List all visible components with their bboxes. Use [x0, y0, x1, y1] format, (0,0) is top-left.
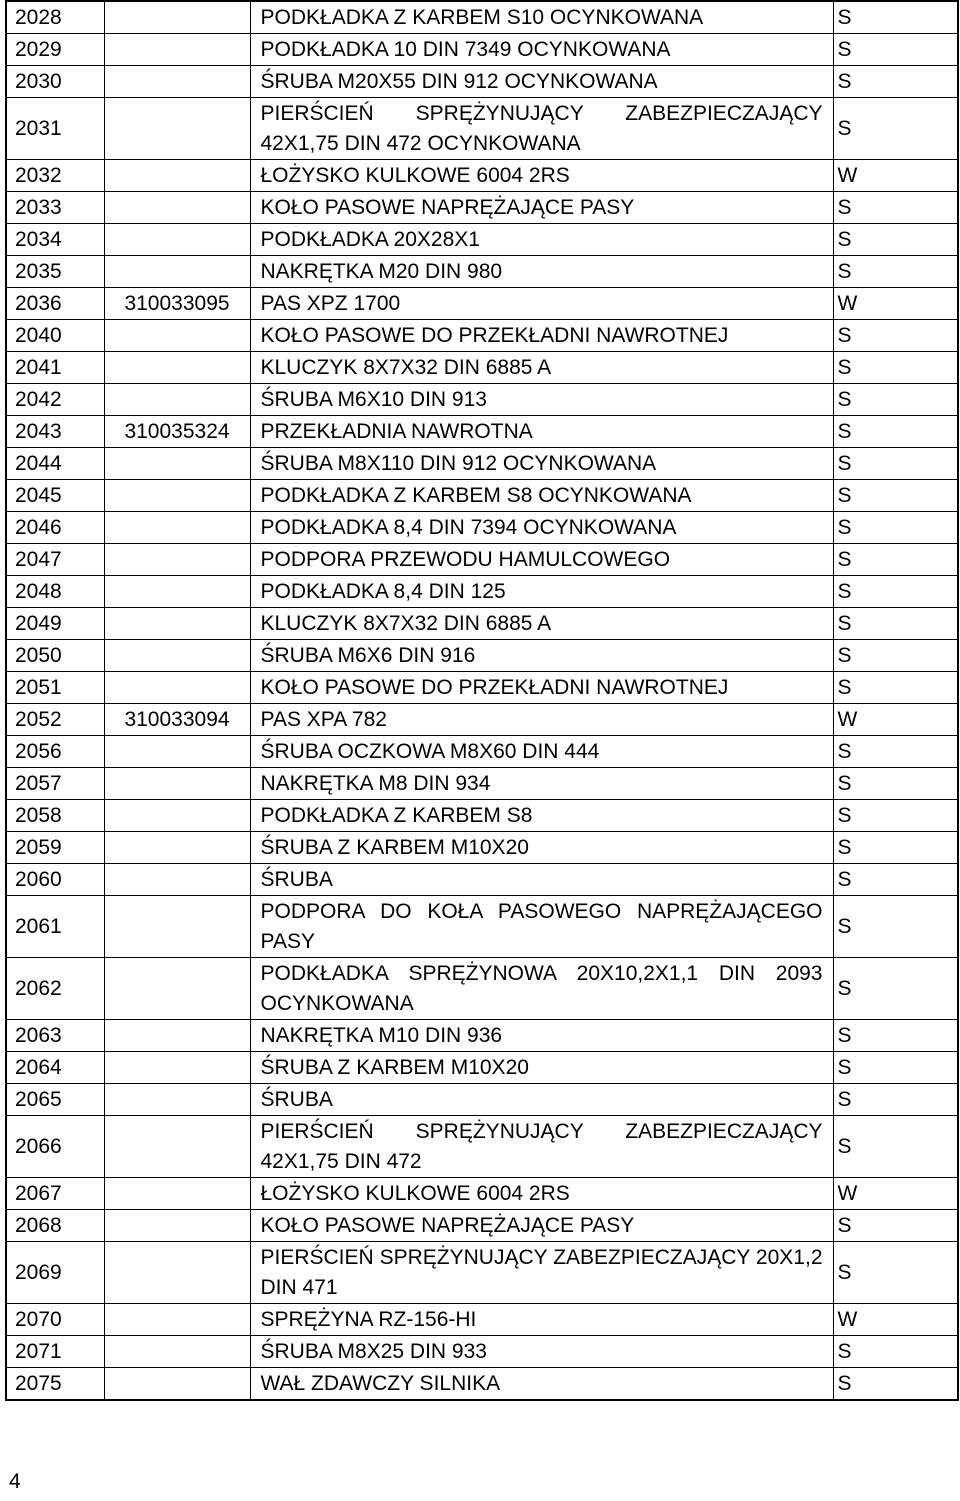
- table-row: [6, 768, 958, 800]
- part-type-cell: S: [833, 352, 958, 384]
- part-type-cell: S: [833, 1052, 958, 1084]
- parts-table: [5, 0, 959, 1401]
- catalog-number-cell: [104, 544, 250, 576]
- part-name-cell: ŁOŻYSKO KULKOWE 6004 2RS: [250, 160, 833, 192]
- part-type-cell: S: [833, 256, 958, 288]
- part-type-cell: S: [833, 512, 958, 544]
- part-number-cell: 2060: [6, 864, 104, 896]
- table-row: [6, 448, 958, 480]
- table-row: [6, 160, 958, 192]
- catalog-number-cell: [104, 958, 250, 1020]
- part-number-cell: 2070: [6, 1304, 104, 1336]
- part-number-cell: 2041: [6, 352, 104, 384]
- part-number-cell: 2030: [6, 66, 104, 98]
- part-name-cell: KOŁO PASOWE NAPRĘŻAJĄCE PASY: [250, 192, 833, 224]
- part-number-cell: 2028: [6, 1, 104, 34]
- catalog-number-cell: [104, 1178, 250, 1210]
- part-number-cell: 2068: [6, 1210, 104, 1242]
- table-row: [6, 1, 958, 34]
- part-type-cell: S: [833, 544, 958, 576]
- table-row: [6, 480, 958, 512]
- catalog-number-cell: [104, 896, 250, 958]
- table-row: [6, 352, 958, 384]
- part-name-cell: PODKŁADKA 20X28X1: [250, 224, 833, 256]
- catalog-number-cell: [104, 640, 250, 672]
- part-number-cell: 2036: [6, 288, 104, 320]
- part-type-cell: S: [833, 640, 958, 672]
- table-row: [6, 576, 958, 608]
- part-name-cell: ŚRUBA Z KARBEM M10X20: [250, 1052, 833, 1084]
- table-row: [6, 512, 958, 544]
- part-type-cell: S: [833, 608, 958, 640]
- table-row: [6, 1178, 958, 1210]
- part-type-cell: W: [833, 704, 958, 736]
- part-number-cell: 2034: [6, 224, 104, 256]
- part-name-cell: PODKŁADKA SPRĘŻYNOWA 20X10,2X1,1 DIN 2093 OCYNKOWANA: [250, 958, 833, 1020]
- catalog-number-cell: [104, 352, 250, 384]
- catalog-number-cell: [104, 800, 250, 832]
- part-name-cell: KOŁO PASOWE NAPRĘŻAJĄCE PASY: [250, 1210, 833, 1242]
- table-row: [6, 736, 958, 768]
- part-name-cell: ŚRUBA: [250, 1084, 833, 1116]
- part-name-cell: ŚRUBA M6X6 DIN 916: [250, 640, 833, 672]
- part-type-cell: S: [833, 1336, 958, 1368]
- table-row: [6, 640, 958, 672]
- part-number-cell: 2063: [6, 1020, 104, 1052]
- part-number-cell: 2029: [6, 34, 104, 66]
- part-number-cell: 2066: [6, 1116, 104, 1178]
- part-type-cell: S: [833, 384, 958, 416]
- catalog-number-cell: [104, 224, 250, 256]
- part-name-cell: NAKRĘTKA M20 DIN 980: [250, 256, 833, 288]
- part-number-cell: 2043: [6, 416, 104, 448]
- part-type-cell: S: [833, 736, 958, 768]
- part-type-cell: S: [833, 66, 958, 98]
- catalog-number-cell: [104, 1368, 250, 1401]
- catalog-number-cell: 310033095: [104, 288, 250, 320]
- table-row: [6, 704, 958, 736]
- part-type-cell: S: [833, 1210, 958, 1242]
- table-row: [6, 832, 958, 864]
- table-row: [6, 1336, 958, 1368]
- table-row: [6, 1304, 958, 1336]
- catalog-number-cell: [104, 1336, 250, 1368]
- part-number-cell: 2047: [6, 544, 104, 576]
- catalog-number-cell: [104, 576, 250, 608]
- catalog-number-cell: [104, 480, 250, 512]
- part-type-cell: S: [833, 576, 958, 608]
- table-row: [6, 958, 958, 1020]
- part-name-cell: PAS XPZ 1700: [250, 288, 833, 320]
- part-type-cell: S: [833, 1368, 958, 1401]
- part-number-cell: 2059: [6, 832, 104, 864]
- part-number-cell: 2042: [6, 384, 104, 416]
- part-name-cell: PRZEKŁADNIA NAWROTNA: [250, 416, 833, 448]
- part-name-cell: PODPORA PRZEWODU HAMULCOWEGO: [250, 544, 833, 576]
- catalog-number-cell: [104, 384, 250, 416]
- catalog-number-cell: [104, 768, 250, 800]
- catalog-number-cell: [104, 864, 250, 896]
- part-name-cell: KLUCZYK 8X7X32 DIN 6885 A: [250, 608, 833, 640]
- part-name-cell: KOŁO PASOWE DO PRZEKŁADNI NAWROTNEJ: [250, 320, 833, 352]
- catalog-number-cell: [104, 1304, 250, 1336]
- table-row: [6, 1084, 958, 1116]
- catalog-number-cell: [104, 1116, 250, 1178]
- catalog-number-cell: [104, 608, 250, 640]
- table-row: [6, 1210, 958, 1242]
- part-name-cell: PODKŁADKA 8,4 DIN 7394 OCYNKOWANA: [250, 512, 833, 544]
- catalog-number-cell: [104, 672, 250, 704]
- table-row: [6, 864, 958, 896]
- part-type-cell: S: [833, 896, 958, 958]
- table-row: [6, 1052, 958, 1084]
- part-number-cell: 2035: [6, 256, 104, 288]
- catalog-number-cell: [104, 512, 250, 544]
- part-type-cell: W: [833, 160, 958, 192]
- part-number-cell: 2071: [6, 1336, 104, 1368]
- part-name-cell: NAKRĘTKA M10 DIN 936: [250, 1020, 833, 1052]
- part-type-cell: S: [833, 1084, 958, 1116]
- part-name-cell: ŁOŻYSKO KULKOWE 6004 2RS: [250, 1178, 833, 1210]
- part-type-cell: S: [833, 98, 958, 160]
- part-number-cell: 2049: [6, 608, 104, 640]
- part-number-cell: 2031: [6, 98, 104, 160]
- part-type-cell: S: [833, 1, 958, 34]
- part-name-cell: ŚRUBA Z KARBEM M10X20: [250, 832, 833, 864]
- catalog-number-cell: [104, 66, 250, 98]
- part-number-cell: 2048: [6, 576, 104, 608]
- part-name-cell: SPRĘŻYNA RZ-156-HI: [250, 1304, 833, 1336]
- part-number-cell: 2058: [6, 800, 104, 832]
- table-row: [6, 256, 958, 288]
- part-number-cell: 2057: [6, 768, 104, 800]
- part-number-cell: 2052: [6, 704, 104, 736]
- table-row: [6, 1020, 958, 1052]
- part-type-cell: S: [833, 832, 958, 864]
- part-name-cell: ŚRUBA OCZKOWA M8X60 DIN 444: [250, 736, 833, 768]
- part-type-cell: S: [833, 192, 958, 224]
- part-type-cell: S: [833, 864, 958, 896]
- catalog-number-cell: 310033094: [104, 704, 250, 736]
- catalog-number-cell: [104, 832, 250, 864]
- table-row: [6, 1242, 958, 1304]
- table-row: [6, 66, 958, 98]
- part-name-cell: KOŁO PASOWE DO PRZEKŁADNI NAWROTNEJ: [250, 672, 833, 704]
- part-type-cell: W: [833, 288, 958, 320]
- part-type-cell: S: [833, 416, 958, 448]
- part-number-cell: 2044: [6, 448, 104, 480]
- catalog-number-cell: [104, 192, 250, 224]
- table-row: [6, 192, 958, 224]
- part-name-cell: PODKŁADKA Z KARBEM S8: [250, 800, 833, 832]
- part-number-cell: 2075: [6, 1368, 104, 1401]
- part-name-cell: PODPORA DO KOŁA PASOWEGO NAPRĘŻAJĄCEGO PASY: [250, 896, 833, 958]
- catalog-number-cell: [104, 1020, 250, 1052]
- part-type-cell: S: [833, 34, 958, 66]
- catalog-number-cell: [104, 1052, 250, 1084]
- part-type-cell: S: [833, 320, 958, 352]
- part-number-cell: 2046: [6, 512, 104, 544]
- parts-table-body: [6, 1, 958, 1400]
- catalog-number-cell: [104, 256, 250, 288]
- part-name-cell: WAŁ ZDAWCZY SILNIKA: [250, 1368, 833, 1401]
- part-name-cell: PODKŁADKA 10 DIN 7349 OCYNKOWANA: [250, 34, 833, 66]
- part-name-cell: ŚRUBA M20X55 DIN 912 OCYNKOWANA: [250, 66, 833, 98]
- catalog-number-cell: 310035324: [104, 416, 250, 448]
- part-name-cell: PIERŚCIEŃ SPRĘŻYNUJĄCY ZABEZPIECZAJĄCY 42X1,75 DIN 472 OCYNKOWANA: [250, 98, 833, 160]
- part-name-cell: KLUCZYK 8X7X32 DIN 6885 A: [250, 352, 833, 384]
- table-row: [6, 98, 958, 160]
- part-type-cell: S: [833, 1116, 958, 1178]
- part-name-cell: NAKRĘTKA M8 DIN 934: [250, 768, 833, 800]
- part-name-cell: PAS XPA 782: [250, 704, 833, 736]
- part-number-cell: 2045: [6, 480, 104, 512]
- table-row: [6, 224, 958, 256]
- part-name-cell: PODKŁADKA Z KARBEM S8 OCYNKOWANA: [250, 480, 833, 512]
- table-row: [6, 34, 958, 66]
- table-row: [6, 1368, 958, 1401]
- part-number-cell: 2033: [6, 192, 104, 224]
- catalog-number-cell: [104, 160, 250, 192]
- page-number: 4: [9, 1470, 21, 1493]
- part-number-cell: 2062: [6, 958, 104, 1020]
- table-row: [6, 288, 958, 320]
- part-type-cell: S: [833, 1242, 958, 1304]
- part-type-cell: S: [833, 800, 958, 832]
- part-number-cell: 2069: [6, 1242, 104, 1304]
- catalog-number-cell: [104, 448, 250, 480]
- table-row: [6, 1116, 958, 1178]
- part-type-cell: S: [833, 224, 958, 256]
- part-type-cell: W: [833, 1178, 958, 1210]
- part-name-cell: ŚRUBA M6X10 DIN 913: [250, 384, 833, 416]
- part-number-cell: 2067: [6, 1178, 104, 1210]
- part-number-cell: 2065: [6, 1084, 104, 1116]
- catalog-number-cell: [104, 1242, 250, 1304]
- table-row: [6, 608, 958, 640]
- part-name-cell: PIERŚCIEŃ SPRĘŻYNUJĄCY ZABEZPIECZAJĄCY 42X1,75 DIN 472: [250, 1116, 833, 1178]
- part-type-cell: W: [833, 1304, 958, 1336]
- catalog-number-cell: [104, 1, 250, 34]
- part-name-cell: ŚRUBA M8X25 DIN 933: [250, 1336, 833, 1368]
- table-row: [6, 800, 958, 832]
- catalog-number-cell: [104, 98, 250, 160]
- catalog-number-cell: [104, 1084, 250, 1116]
- part-name-cell: PODKŁADKA Z KARBEM S10 OCYNKOWANA: [250, 1, 833, 34]
- table-row: [6, 416, 958, 448]
- part-type-cell: S: [833, 958, 958, 1020]
- part-number-cell: 2050: [6, 640, 104, 672]
- part-type-cell: S: [833, 448, 958, 480]
- part-type-cell: S: [833, 672, 958, 704]
- part-name-cell: PODKŁADKA 8,4 DIN 125: [250, 576, 833, 608]
- part-type-cell: S: [833, 1020, 958, 1052]
- part-name-cell: ŚRUBA M8X110 DIN 912 OCYNKOWANA: [250, 448, 833, 480]
- part-number-cell: 2061: [6, 896, 104, 958]
- part-name-cell: PIERŚCIEŃ SPRĘŻYNUJĄCY ZABEZPIECZAJĄCY 20X1,2 DIN 471: [250, 1242, 833, 1304]
- table-row: [6, 320, 958, 352]
- part-number-cell: 2040: [6, 320, 104, 352]
- catalog-number-cell: [104, 736, 250, 768]
- catalog-number-cell: [104, 34, 250, 66]
- part-type-cell: S: [833, 480, 958, 512]
- catalog-number-cell: [104, 320, 250, 352]
- part-number-cell: 2064: [6, 1052, 104, 1084]
- table-row: [6, 384, 958, 416]
- catalog-number-cell: [104, 1210, 250, 1242]
- part-number-cell: 2032: [6, 160, 104, 192]
- table-row: [6, 672, 958, 704]
- table-row: [6, 544, 958, 576]
- part-number-cell: 2051: [6, 672, 104, 704]
- part-type-cell: S: [833, 768, 958, 800]
- part-name-cell: ŚRUBA: [250, 864, 833, 896]
- part-number-cell: 2056: [6, 736, 104, 768]
- table-row: [6, 896, 958, 958]
